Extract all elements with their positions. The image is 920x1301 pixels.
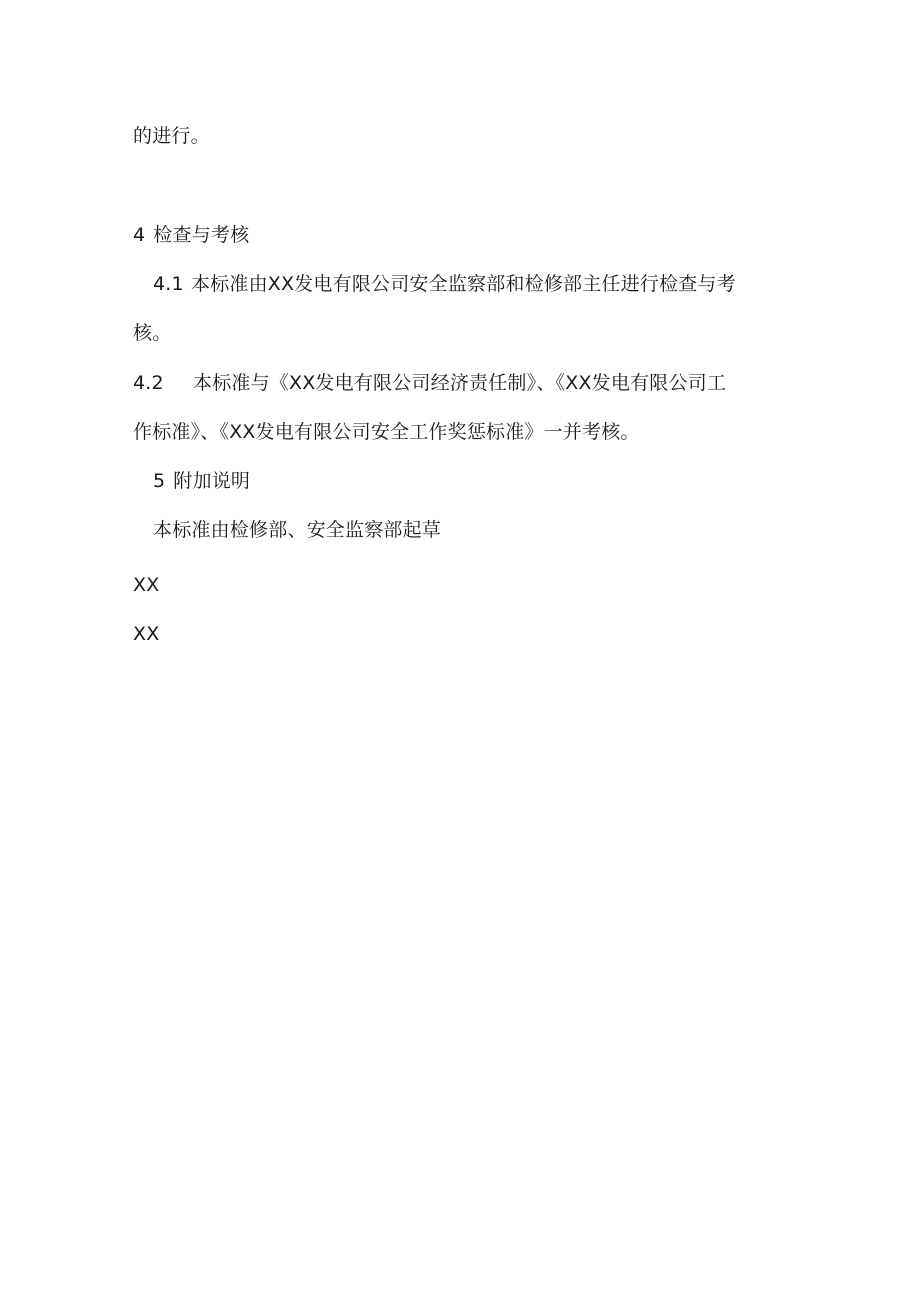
section-5-title: 附加说明: [173, 470, 251, 492]
item-4-1-text: 本标准由XX发电有限公司安全监察部和检修部主任进行检查与考: [191, 273, 736, 295]
continuation-text: 的进行。: [133, 125, 210, 147]
trailing-line-2: XX: [133, 623, 160, 645]
item-4-1-line2: 核。: [133, 322, 172, 344]
section-5-body: 本标准由检修部、安全监察部起草: [153, 519, 442, 541]
item-4-1-number: 4.1: [153, 273, 184, 295]
item-4-2-text: 本标准与《XX发电有限公司经济责任制》、《XX发电有限公司工: [193, 372, 727, 394]
section-4-number: 4: [133, 224, 146, 246]
section-5-heading: [153, 469, 250, 493]
item-4-1-line1: [153, 272, 736, 296]
item-4-2-line2: 作标准》、《XX发电有限公司安全工作奖惩标准》一并考核。: [133, 421, 640, 443]
section-4-title: 检查与考核: [153, 224, 250, 246]
item-4-2-number: 4.2: [133, 372, 164, 394]
section-5-number: 5: [153, 470, 166, 492]
section-4-heading: [133, 223, 249, 247]
trailing-line-1: XX: [133, 574, 160, 596]
item-4-2-line1: [133, 371, 726, 395]
